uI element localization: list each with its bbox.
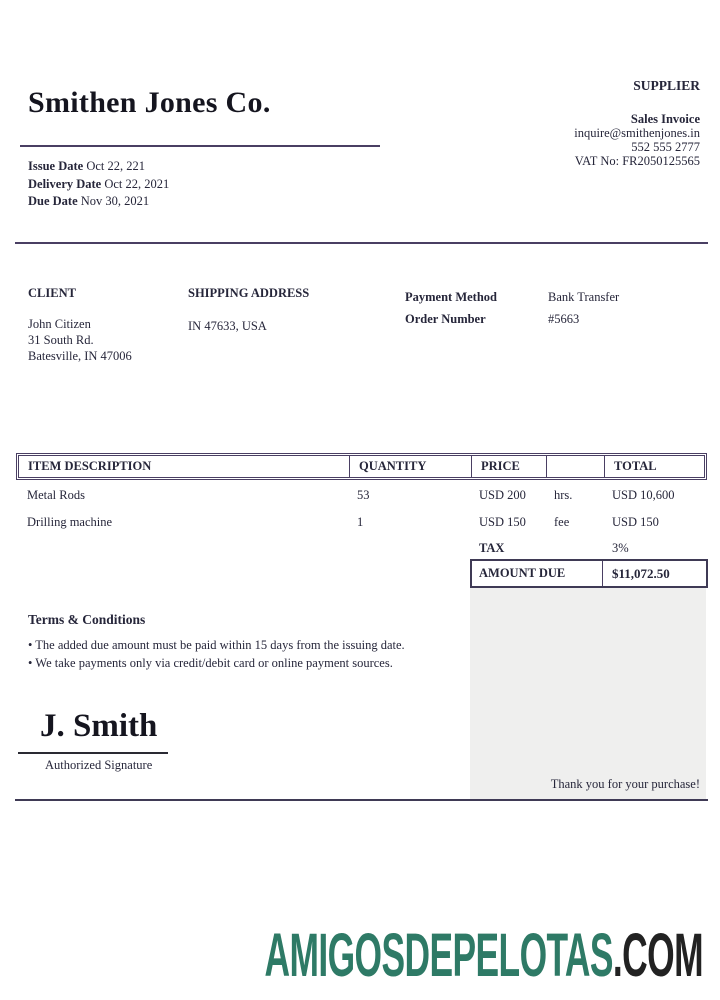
client-street: 31 South Rd. xyxy=(28,333,94,347)
dates-block xyxy=(28,158,169,211)
header-divider xyxy=(15,242,708,244)
amount-due-value: $11,072.50 xyxy=(612,565,670,581)
table-row xyxy=(18,513,703,531)
due-date: Due Date Nov 30, 2021 xyxy=(28,194,150,208)
supplier-email: inquire@smithenjones.in xyxy=(574,126,700,140)
item-quantity: 53 xyxy=(357,487,370,502)
shipping-address-label: SHIPPING ADDRESS xyxy=(188,286,310,300)
document-type: Sales Invoice xyxy=(630,112,700,126)
watermark-site-name: AMIGOSDEPELOTAS xyxy=(264,921,613,989)
delivery-date: Delivery Date Oct 22, 2021 xyxy=(28,176,170,191)
watermark-tld: .COM xyxy=(612,921,703,989)
thank-you-note: Thank you for your purchase! xyxy=(550,777,700,791)
supplier-phone: 552 555 2777 xyxy=(631,140,700,154)
order-number-value: #5663 xyxy=(548,312,580,326)
payment-method-value: Bank Transfer xyxy=(548,290,620,304)
terms-item: • We take payments only via credit/debit card or online payment sources. xyxy=(28,656,393,670)
title-divider xyxy=(20,145,380,147)
signature-line xyxy=(18,752,168,754)
tax-value: 3% xyxy=(612,540,629,555)
header-total: TOTAL xyxy=(604,456,704,477)
shipping-address-value: IN 47633, USA xyxy=(188,319,267,333)
payment-method-row xyxy=(405,286,619,308)
supplier-block xyxy=(574,79,700,168)
item-total: USD 10,600 xyxy=(612,487,675,502)
item-unit: fee xyxy=(554,514,570,529)
amount-due-box xyxy=(470,559,708,588)
order-number-label: Order Number xyxy=(405,312,486,326)
amount-due-label: AMOUNT DUE xyxy=(472,561,603,586)
item-description: Metal Rods xyxy=(27,487,85,502)
footer-divider xyxy=(15,799,708,801)
header-quantity: QUANTITY xyxy=(349,456,471,477)
item-total: USD 150 xyxy=(612,514,659,529)
header-price: PRICE xyxy=(471,456,546,477)
item-price: USD 200 xyxy=(479,487,526,502)
signature-name: J. Smith xyxy=(40,708,158,744)
terms-heading: Terms & Conditions xyxy=(28,612,146,627)
terms-item: • The added due amount must be paid within 15 days from the issuing date. xyxy=(28,638,405,652)
payment-method-label: Payment Method xyxy=(405,290,497,304)
item-price: USD 150 xyxy=(479,514,526,529)
client-name: John Citizen xyxy=(28,317,91,331)
table-row xyxy=(18,486,703,504)
header-unit xyxy=(546,456,604,477)
header-item-description: ITEM DESCRIPTION xyxy=(28,459,152,473)
totals-panel xyxy=(470,588,706,799)
payment-block xyxy=(405,286,619,330)
item-description: Drilling machine xyxy=(27,514,113,529)
company-name: Smithen Jones Co. xyxy=(28,86,271,119)
watermark-logo xyxy=(264,921,703,989)
item-quantity: 1 xyxy=(357,514,364,529)
client-city: Batesville, IN 47006 xyxy=(28,349,132,363)
terms-block xyxy=(28,611,405,672)
client-label: CLIENT xyxy=(28,286,76,300)
signature-caption: Authorized Signature xyxy=(45,758,153,772)
items-table-header xyxy=(18,455,705,478)
supplier-label: SUPPLIER xyxy=(633,78,700,93)
issue-date: Issue Date Oct 22, 221 xyxy=(28,159,146,173)
order-number-row xyxy=(405,308,619,330)
item-unit: hrs. xyxy=(554,487,573,502)
supplier-vat: VAT No: FR2050125565 xyxy=(574,154,700,168)
client-address xyxy=(28,316,132,364)
tax-row xyxy=(18,539,703,557)
tax-label: TAX xyxy=(479,540,505,555)
